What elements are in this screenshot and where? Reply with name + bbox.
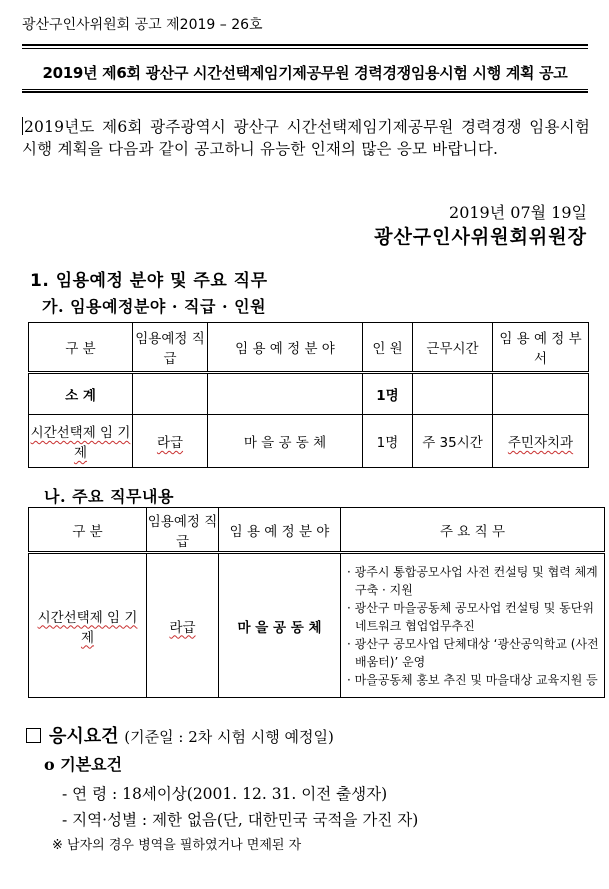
title-top-rule-thin: [22, 48, 588, 49]
header-dept: 임 용 예 정 부 서: [493, 323, 589, 373]
subtotal-count: 1명: [363, 373, 413, 415]
military-note: ※ 남자의 경우 병역을 필하였거나 면제된 자: [52, 838, 302, 853]
subtotal-grade: [133, 373, 208, 415]
title-bottom-rule-thin: [22, 89, 588, 90]
duties-header-field: 임 용 예 정 분 야: [219, 508, 341, 553]
basic-requirements-title: o 기본요건: [44, 755, 123, 774]
row-dept: [493, 415, 589, 468]
duties-table: [28, 507, 605, 698]
checkbox-square-icon: [26, 728, 41, 743]
announcement-date: 2019년 07월 19일: [449, 203, 587, 222]
duties-row-division: [29, 553, 147, 698]
duty-item: · 광산구 마을공동체 공모사업 컨설팅 및 동단위 네트워크 협업업무추진: [347, 600, 594, 633]
duties-row-grade: [147, 553, 219, 698]
section-1-title: 1. 임용예정 분야 및 주요 직무: [30, 271, 268, 291]
duties-row-grade-text: 라급: [169, 619, 196, 636]
text-cursor: [22, 117, 23, 135]
duties-header-duties: 주 요 직 무: [341, 508, 605, 553]
duty-item: · 마을공동체 홍보 추진 및 마을대상 교육지원 등: [347, 672, 598, 687]
announcement-title: 2019년 제6회 광산구 시간선택제임기제공무원 경력경쟁임용시험 시행 계획 공고: [42, 64, 568, 82]
age-requirement: [62, 782, 387, 804]
duties-row-division-text: 시간선택제 임 기 제: [37, 609, 138, 646]
duties-header-grade: 임용예정 직 급: [147, 508, 219, 553]
region-value: : 제한 없음(단, 대한민국 국적을 가진 자): [141, 811, 419, 829]
issuer-name: 광산구인사위원회위원장: [374, 226, 587, 248]
title-top-rule: [22, 44, 588, 46]
row-division: [29, 415, 133, 468]
subsection-a-title: 가. 임용예정분야 · 직급 · 인원: [42, 297, 267, 316]
subsection-b-title: 나. 주요 직무내용: [44, 487, 174, 506]
subtotal-label: 소 계: [29, 373, 133, 415]
subtotal-hours: [413, 373, 493, 415]
row-field: 마 을 공 동 체: [208, 415, 363, 468]
header-hours: 근무시간: [413, 323, 493, 373]
region-label: - 지역·성별: [62, 811, 137, 829]
duty-item: · 광주시 통합공모사업 사전 컨설팅 및 협력 체계 구축 · 지원: [347, 564, 598, 597]
header-grade: 임용예정 직 급: [133, 323, 208, 373]
row-grade-text: 라급: [156, 435, 184, 451]
row-division-text: 시간선택제 임 기 제: [30, 425, 131, 461]
row-count: 1명: [363, 415, 413, 468]
age-label: - 연 령: [62, 785, 108, 803]
requirements-title: [26, 722, 334, 748]
notice-number: 광산구인사위원회 공고 제2019 – 26호: [22, 17, 263, 33]
header-count: 인 원: [363, 323, 413, 373]
title-bottom-rule: [22, 91, 588, 93]
header-division: 구 분: [29, 323, 133, 373]
duties-header-division: 구 분: [29, 508, 147, 553]
intro-text: 2019년도 제6회 광주광역시 광산구 시간선택제임기제공무원 경력경쟁 임용시험 시행 계획을 다음과 같이 공고하니 유능한 인재의 많은 응모 바랍니다.: [22, 118, 590, 158]
row-grade: [133, 415, 208, 468]
subtotal-field: [208, 373, 363, 415]
subtotal-dept: [493, 373, 589, 415]
row-hours: 주 35시간: [413, 415, 493, 468]
requirements-basis: (기준일 : 2차 시험 시행 예정일): [124, 728, 334, 746]
duties-list: [341, 553, 605, 698]
duties-row-field: 마 을 공 동 체: [219, 553, 341, 698]
duty-item: · 광산구 공모사업 단체대상 ‘광산공익학교 (사전배움터)’ 운영: [347, 636, 599, 669]
intro-paragraph: [22, 116, 590, 160]
recruitment-table: [28, 322, 589, 468]
region-gender-requirement: [62, 808, 418, 830]
requirements-heading: 응시요건: [49, 726, 119, 747]
row-dept-text: 주민자치과: [507, 435, 574, 451]
age-value: : 18세이상(2001. 12. 31. 이전 출생자): [111, 785, 388, 803]
header-field: 임 용 예 정 분 야: [208, 323, 363, 373]
